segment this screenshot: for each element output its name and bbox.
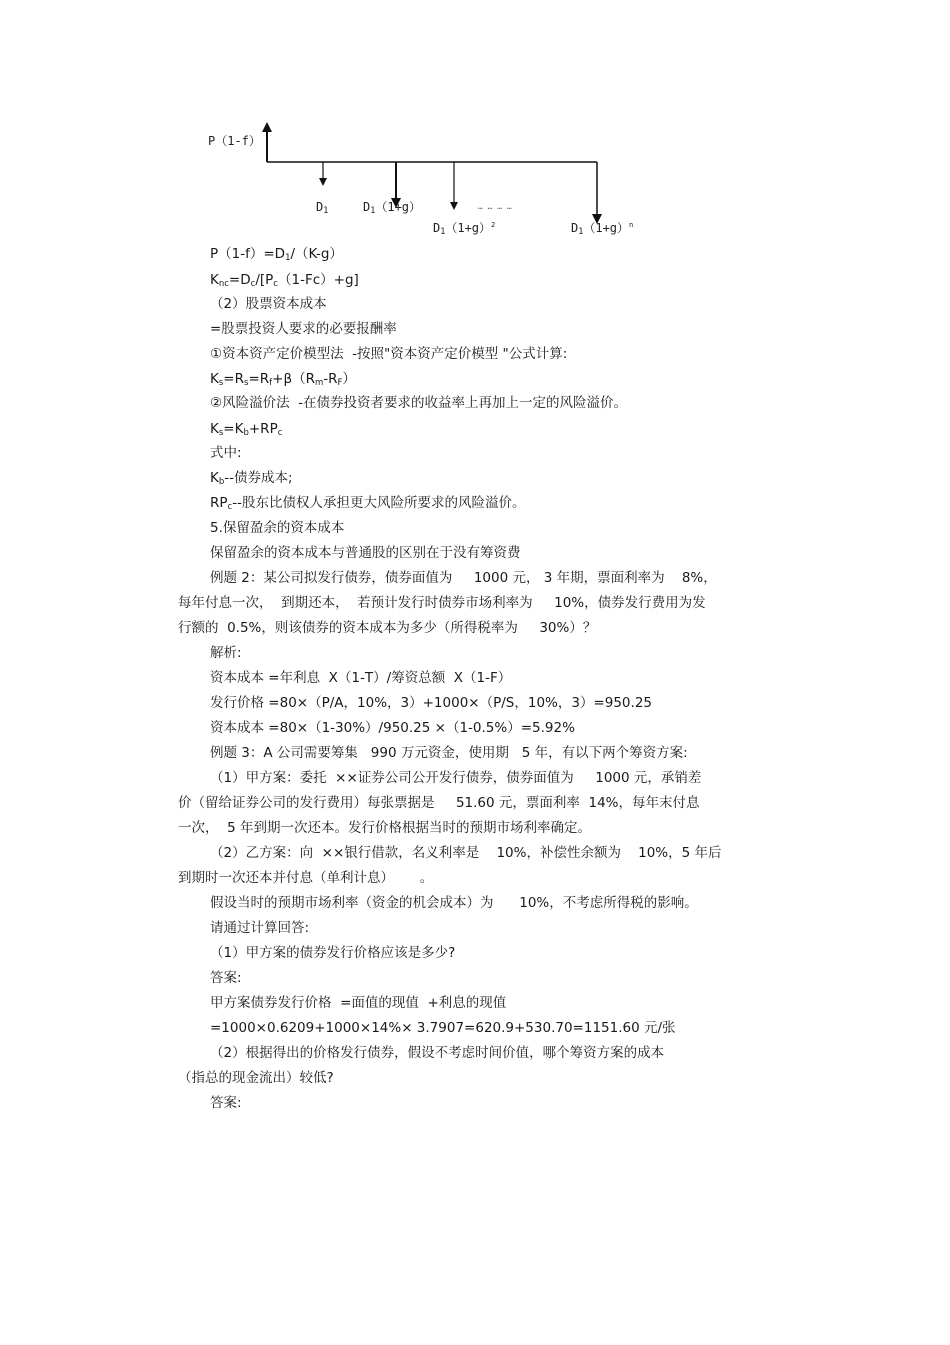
d1-label: $D_1$ [316, 200, 329, 216]
formula-line-1: $P(1-f)=D_1/(K-g)$ [210, 246, 343, 263]
text-line: $K_b--$债券成本; [210, 470, 293, 487]
text-line: 资本成本 =年利息 X（1-T）/筹资总额 X（1-F） [210, 670, 512, 686]
section-stock-cost: （2）股票资本成本 [210, 296, 327, 312]
text-line: 答案: [210, 1095, 242, 1111]
text-line: （2）乙方案：向 ××银行借款，名义利率是 10%，补偿性余额为 10%，5 年后 [210, 845, 722, 861]
text-line: 到期时一次还本并付息（单利计息） 。 [178, 870, 434, 886]
text-line: 请通过计算回答: [210, 920, 310, 936]
start-label: P（1-f） [208, 134, 261, 148]
dn-label: $D_1(1+g)^n$ [571, 221, 634, 237]
text-line: （1）甲方案的债券发行价格应该是多少? [210, 945, 456, 961]
d2-label: $D_1(1+g)$ [363, 200, 422, 216]
example-2-line: 例题 2：某公司拟发行债券，债券面值为 1000 元， 3 年期，票面利率为 8%， [210, 570, 717, 586]
text-line: 行额的 0.5%，则该债券的资本成本为多少（所得税率为 30%）？ [178, 620, 597, 636]
text-line: 每年付息一次， 到期还本， 若预计发行时债券市场利率为 10%，债券发行费用为发 [178, 595, 706, 611]
formula-line-2: $K_{nc}=D_c/[P_c(1-Fc)+g]$ [210, 272, 359, 289]
text-line: 一次， 5 年到期一次还本。发行价格根据当时的预期市场利率确定。 [178, 820, 591, 836]
text-line: 价（留给证券公司的发行费用）每张票据是 51.60 元，票面利率 14%，每年末付息 [178, 795, 700, 811]
formula-capm: $K_s=R_s=R_f+\beta(R_m-R_F)$ [210, 371, 356, 388]
text-line: 解析: [210, 645, 242, 661]
text-line: =股票投资人要求的必要报酬率 [210, 321, 397, 337]
text-line: ②风险溢价法 -在债券投资者要求的收益率上再加上一定的风险溢价。 [210, 395, 628, 411]
text-line: 假设当时的预期市场利率（资金的机会成本）为 10%，不考虑所得税的影响。 [210, 895, 698, 911]
text-line: 发行价格 =80×（P/A，10%，3）+1000×（P/S，10%，3）=950.25 [210, 695, 652, 711]
d3-label: $D_1(1+g)^2$ [433, 221, 496, 237]
text-line: （2）根据得出的价格发行债券，假设不考虑时间价值，哪个筹资方案的成本 [210, 1045, 665, 1061]
cash-flow-diagram [195, 118, 665, 243]
text-line: 保留盈余的资本成本与普通股的区别在于没有筹资费 [210, 545, 521, 561]
text-line: 甲方案债券发行价格 =面值的现值 +利息的现值 [210, 995, 507, 1011]
section-retained-earnings: 5.保留盈余的资本成本 [210, 520, 345, 536]
text-line: 资本成本 =80×（1-30%）/950.25 ×（1-0.5%）=5.92% [210, 720, 575, 736]
start-arrowhead [262, 122, 272, 132]
formula-risk-premium: $K_s=K_b+RP_c$ [210, 421, 283, 438]
text-line: 答案: [210, 970, 242, 986]
text-line: 式中: [210, 445, 242, 461]
text-line: ①资本资产定价模型法 -按照"资本资产定价模型 "公式计算: [210, 346, 568, 362]
text-line: （指总的现金流出）较低? [178, 1070, 334, 1086]
text-line: =1000×0.6209+1000×14%× 3.7907=620.9+530.70=1151.60 元/张 [210, 1020, 676, 1036]
text-line: $RP_c--$股东比债权人承担更大风险所要求的风险溢价。 [210, 495, 526, 512]
example-3-line: 例题 3：A 公司需要筹集 990 万元资金，使用期 5 年，有以下两个筹资方案: [210, 745, 688, 761]
ellipsis-dots: … … … … [478, 202, 512, 211]
text-line: （1）甲方案：委托 ××证券公司公开发行债券，债券面值为 1000 元，承销差 [210, 770, 702, 786]
